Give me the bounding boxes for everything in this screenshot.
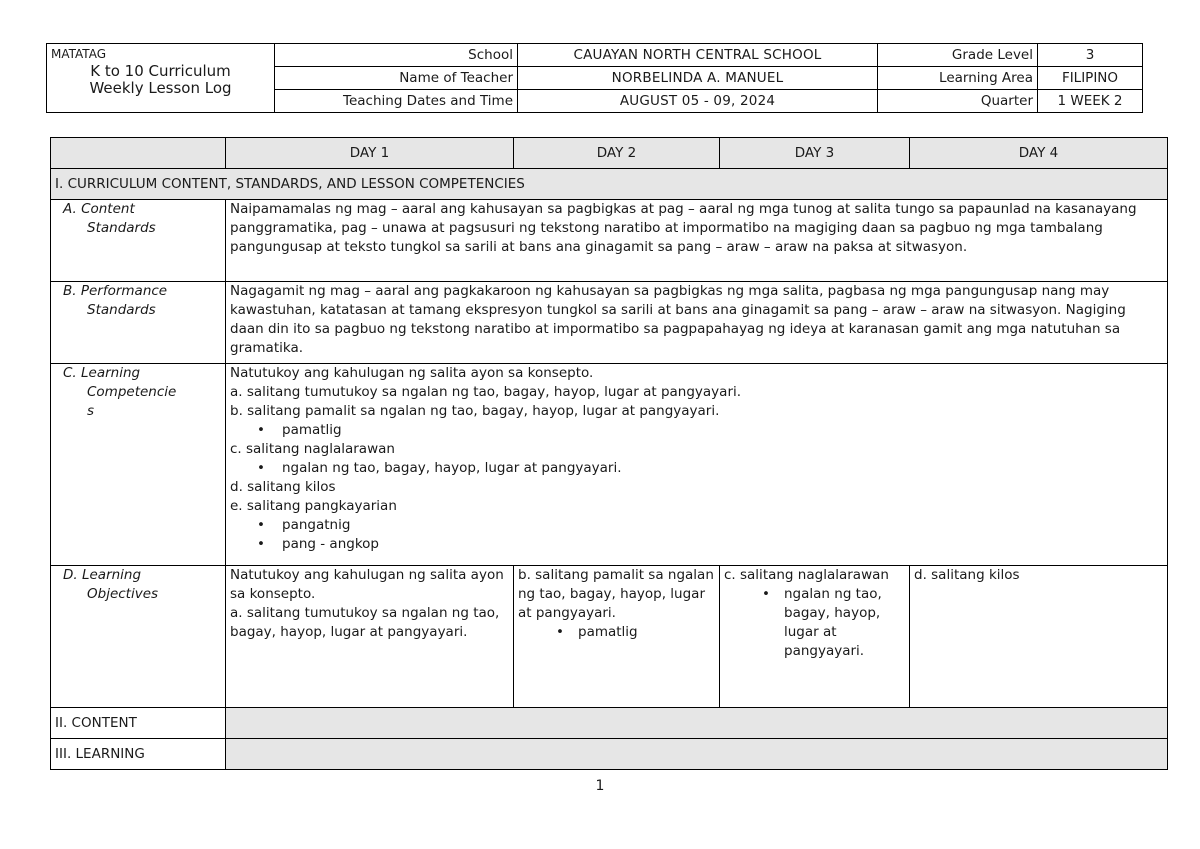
grade-label: Grade Level — [878, 44, 1038, 67]
page-number: 1 — [595, 778, 605, 794]
competency-a: a. salitang tumutukoy sa ngalan ng tao, bagay, hayop, lugar at pangyayari. — [230, 384, 742, 400]
competency-b: b. salitang pamalit sa ngalan ng tao, bagay, hayop, lugar at pangyayari. — [230, 403, 720, 419]
school-value: CAUAYAN NORTH CENTRAL SCHOOL — [518, 44, 878, 67]
day-header-2: DAY 2 — [514, 138, 720, 169]
doc-title-cell — [47, 44, 275, 113]
performance-standards-label-line2: Standards — [87, 302, 156, 318]
teacher-value: NORBELINDA A. MANUEL — [518, 67, 878, 90]
content-standards-label-line2: Standards — [87, 220, 156, 236]
competencies-label-line2: Competencie — [87, 384, 177, 400]
grade-value: 3 — [1038, 44, 1143, 67]
school-label: School — [275, 44, 518, 67]
objectives-day1 — [226, 566, 514, 708]
objectives-label — [51, 566, 226, 708]
competency-intro: Natutukoy ang kahulugan ng salita ayon sa konsepto. — [230, 365, 594, 381]
performance-standards-label — [51, 282, 226, 364]
content-standards-text: Naipamamalas ng mag – aaral ang kahusayan sa pagbigkas at pag – aaral ng mga tunog at salita tungo sa papaunlad na kasanayang panggramatika, pag – unawa at pagsusuri ng tekstong naratibo at impormatibo na magiging daan sa pagbuo ng mga tambalang pangungusap at teksto tungkol sa sarili at bans ana ginagamit sa pang – araw – araw na paksa at sitwasyon. — [226, 200, 1168, 282]
learning-section-label: III. LEARNING — [51, 739, 226, 770]
teacher-label: Name of Teacher — [275, 67, 518, 90]
content-section-body — [226, 708, 1168, 739]
competencies-label-line3: s — [87, 403, 95, 419]
area-value: FILIPINO — [1038, 67, 1143, 90]
day-header-blank — [51, 138, 226, 169]
list-item: • pang - angkop — [282, 535, 1163, 554]
competency-e-list — [230, 516, 1163, 554]
objectives-label-line2: Objectives — [87, 586, 159, 602]
learning-section-body — [226, 739, 1168, 770]
dates-value: AUGUST 05 - 09, 2024 — [518, 90, 878, 113]
competency-c-list — [230, 459, 1163, 478]
list-item: • pamatlig — [578, 623, 715, 642]
dates-label: Teaching Dates and Time — [275, 90, 518, 113]
list-item: • pangatnig — [282, 516, 1163, 535]
content-standards-label-line1: A. Content — [63, 201, 135, 217]
objectives-day4: d. salitang kilos — [910, 566, 1168, 708]
objectives-day1-a: a. salitang tumutukoy sa ngalan ng tao, bagay, hayop, lugar at pangyayari. — [230, 605, 500, 640]
competency-c: c. salitang naglalarawan — [230, 441, 395, 457]
competency-e: e. salitang pangkayarian — [230, 498, 397, 514]
content-section-label: II. CONTENT — [51, 708, 226, 739]
objectives-day3 — [720, 566, 910, 708]
competencies-label — [51, 364, 226, 566]
quarter-value: 1 WEEK 2 — [1038, 90, 1143, 113]
header-table — [46, 43, 1143, 113]
objectives-day2-list — [518, 623, 715, 642]
competencies-text — [226, 364, 1168, 566]
objectives-day2-b: b. salitang pamalit sa ngalan ng tao, bagay, hayop, lugar at pangyayari. — [518, 567, 714, 621]
performance-standards-text: Nagagamit ng mag – aaral ang pagkakaroon ng kahusayan sa pagbigkas ng mga salita, pagbasa ng mga pangungusap nang may kawastuhan, katatasan at tamang ekspresyon tungkol sa sarili at bans ana ginagamit sa pang – araw – araw na sitwasyon. Nagiging daan din ito sa pagbuo ng tekstong naratibo at impormatibo sa pagpapahayag ng ideya at karanasan gamit ang mga natutuhan sa gramatika. — [226, 282, 1168, 364]
objectives-day3-list — [724, 585, 905, 661]
objectives-day2 — [514, 566, 720, 708]
day-header-4: DAY 4 — [910, 138, 1168, 169]
doc-title-line2: Weekly Lesson Log — [89, 79, 232, 97]
objectives-day3-c: c. salitang naglalarawan — [724, 567, 889, 583]
competency-d: d. salitang kilos — [230, 479, 336, 495]
day-header-3: DAY 3 — [720, 138, 910, 169]
area-label: Learning Area — [878, 67, 1038, 90]
performance-standards-label-line1: B. Performance — [63, 283, 168, 299]
section-curriculum-heading: I. CURRICULUM CONTENT, STANDARDS, AND LESSON COMPETENCIES — [51, 169, 1168, 200]
list-item: • ngalan ng tao, bagay, hayop, lugar at pangyayari. — [784, 585, 905, 661]
lesson-log-table — [50, 137, 1168, 770]
quarter-label: Quarter — [878, 90, 1038, 113]
doc-title-line1: K to 10 Curriculum — [90, 62, 231, 80]
list-item: • ngalan ng tao, bagay, hayop, lugar at pangyayari. — [282, 459, 1163, 478]
objectives-label-line1: D. Learning — [63, 567, 142, 583]
objectives-day1-intro: Natutukoy ang kahulugan ng salita ayon sa konsepto. — [230, 567, 504, 602]
competency-b-list — [230, 421, 1163, 440]
brand-label: MATATAG — [51, 47, 107, 61]
day-header-1: DAY 1 — [226, 138, 514, 169]
content-standards-label — [51, 200, 226, 282]
list-item: • pamatlig — [282, 421, 1163, 440]
competencies-label-line1: C. Learning — [63, 365, 141, 381]
